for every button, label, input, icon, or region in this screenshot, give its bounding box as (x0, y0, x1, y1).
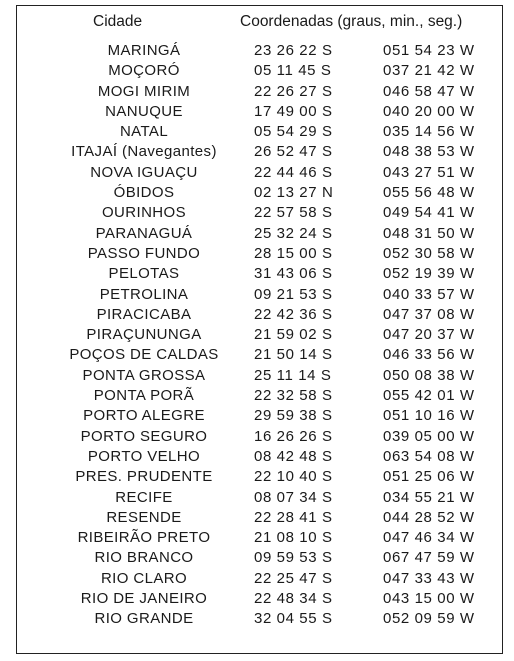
latitude: 08 07 34 S (254, 488, 333, 506)
city-name: NANUQUE (105, 102, 183, 120)
longitude: 047 46 34 W (383, 529, 475, 547)
city-name: NOVA IGUAÇU (90, 163, 198, 181)
latitude: 09 21 53 S (254, 285, 333, 303)
latitude: 08 42 48 S (254, 447, 333, 465)
longitude: 051 10 16 W (383, 407, 475, 425)
city-name: PARANAGUÁ (95, 224, 193, 242)
table-row (17, 122, 502, 142)
city-name: RIO GRANDE (94, 610, 194, 628)
table-row (17, 366, 502, 386)
longitude: 043 27 51 W (383, 163, 475, 181)
table-row (17, 61, 502, 81)
longitude: 046 33 56 W (383, 346, 475, 364)
table-row (17, 41, 502, 61)
table-row (17, 325, 502, 345)
city-name: RIO CLARO (100, 569, 188, 587)
table-row (17, 82, 502, 102)
city-name: RESENDE (106, 508, 182, 526)
longitude: 048 38 53 W (383, 143, 475, 161)
longitude: 052 30 58 W (383, 244, 475, 262)
longitude: 037 21 42 W (383, 62, 475, 80)
city-name: PORTO ALEGRE (83, 407, 205, 425)
longitude: 044 28 52 W (383, 508, 475, 526)
latitude: 31 43 06 S (254, 265, 333, 283)
longitude: 048 31 50 W (383, 224, 475, 242)
table-row (17, 163, 502, 183)
latitude: 22 26 27 S (254, 82, 333, 100)
table-header (17, 13, 502, 39)
latitude: 23 26 22 S (254, 42, 333, 59)
table-body (17, 41, 502, 630)
table-row (17, 548, 502, 568)
city-name: RIO DE JANEIRO (80, 590, 208, 608)
longitude: 067 47 59 W (383, 549, 475, 567)
longitude: 047 33 43 W (383, 569, 475, 587)
table-row (17, 427, 502, 447)
city-name: ÓBIDOS (113, 184, 175, 202)
table-row (17, 102, 502, 122)
latitude: 22 42 36 S (254, 305, 333, 323)
city-name: OURINHOS (101, 204, 187, 222)
latitude: 05 54 29 S (254, 123, 333, 141)
longitude: 052 09 59 W (383, 610, 475, 628)
latitude: 22 10 40 S (254, 468, 333, 486)
latitude: 22 28 41 S (254, 508, 333, 526)
table-row (17, 569, 502, 589)
latitude: 05 11 45 S (254, 62, 332, 80)
longitude: 043 15 00 W (383, 590, 475, 608)
longitude: 051 25 06 W (383, 468, 475, 486)
city-name: PRES. PRUDENTE (75, 468, 213, 486)
longitude: 047 37 08 W (383, 305, 475, 323)
latitude: 25 11 14 S (254, 366, 332, 384)
longitude: 055 42 01 W (383, 387, 475, 405)
city-name: MOGI MIRIM (97, 82, 191, 100)
latitude: 22 48 34 S (254, 590, 333, 608)
latitude: 16 26 26 S (254, 427, 333, 445)
latitude: 21 50 14 S (254, 346, 333, 364)
city-name: MOÇORÓ (108, 62, 180, 80)
city-name: RIBEIRÃO PRETO (77, 529, 211, 547)
table-row (17, 203, 502, 223)
city-name: PETROLINA (99, 285, 189, 303)
table-row (17, 183, 502, 203)
coordinates-table (16, 5, 503, 654)
city-name: POÇOS DE CALDAS (69, 346, 219, 364)
table-row (17, 488, 502, 508)
latitude: 02 13 27 N (254, 184, 334, 202)
city-name: PORTO VELHO (87, 447, 201, 465)
city-name: PONTA GROSSA (82, 366, 206, 384)
latitude: 32 04 55 S (254, 610, 333, 628)
table-row (17, 589, 502, 609)
latitude: 26 52 47 S (254, 143, 333, 161)
table-row (17, 244, 502, 264)
latitude: 22 57 58 S (254, 204, 333, 222)
header-city: Cidade (93, 13, 143, 30)
city-name: RECIFE (115, 488, 173, 506)
table-row (17, 142, 502, 162)
table-row (17, 305, 502, 325)
longitude: 055 56 48 W (383, 184, 475, 202)
table-row (17, 406, 502, 426)
longitude: 052 19 39 W (383, 265, 475, 283)
latitude: 21 08 10 S (254, 529, 333, 547)
table-row (17, 467, 502, 487)
city-name: RIO BRANCO (94, 549, 194, 567)
table-row (17, 264, 502, 284)
table-row (17, 508, 502, 528)
longitude: 035 14 56 W (383, 123, 475, 141)
city-name: PIRACICABA (96, 305, 192, 323)
longitude: 049 54 41 W (383, 204, 475, 222)
table-row (17, 224, 502, 244)
latitude: 17 49 00 S (254, 102, 333, 120)
latitude: 21 59 02 S (254, 326, 333, 344)
table-row (17, 386, 502, 406)
table-row (17, 528, 502, 548)
longitude: 063 54 08 W (383, 447, 475, 465)
city-name: MARINGÁ (107, 42, 181, 59)
latitude: 22 44 46 S (254, 163, 333, 181)
longitude: 050 08 38 W (383, 366, 475, 384)
latitude: 22 25 47 S (254, 569, 333, 587)
city-name: PORTO SEGURO (80, 427, 208, 445)
table-row (17, 345, 502, 365)
city-name: NATAL (119, 123, 169, 141)
longitude: 039 05 00 W (383, 427, 475, 445)
latitude: 25 32 24 S (254, 224, 333, 242)
latitude: 22 32 58 S (254, 387, 333, 405)
longitude: 040 33 57 W (383, 285, 475, 303)
latitude: 09 59 53 S (254, 549, 333, 567)
city-name: PONTA PORÃ (93, 387, 195, 405)
city-name: ITAJAÍ (Navegantes) (71, 143, 217, 161)
longitude: 051 54 23 W (383, 42, 475, 59)
longitude: 047 20 37 W (383, 326, 475, 344)
longitude: 040 20 00 W (383, 102, 475, 120)
longitude: 034 55 21 W (383, 488, 475, 506)
latitude: 29 59 38 S (254, 407, 333, 425)
latitude: 28 15 00 S (254, 244, 333, 262)
table-row (17, 609, 502, 629)
city-name: PASSO FUNDO (87, 244, 201, 262)
table-row (17, 285, 502, 305)
table-row (17, 447, 502, 467)
city-name: PIRAÇUNUNGA (86, 326, 202, 344)
city-name: PELOTAS (108, 265, 180, 283)
header-coordinates: Coordenadas (graus, min., seg.) (240, 13, 463, 30)
longitude: 046 58 47 W (383, 82, 475, 100)
